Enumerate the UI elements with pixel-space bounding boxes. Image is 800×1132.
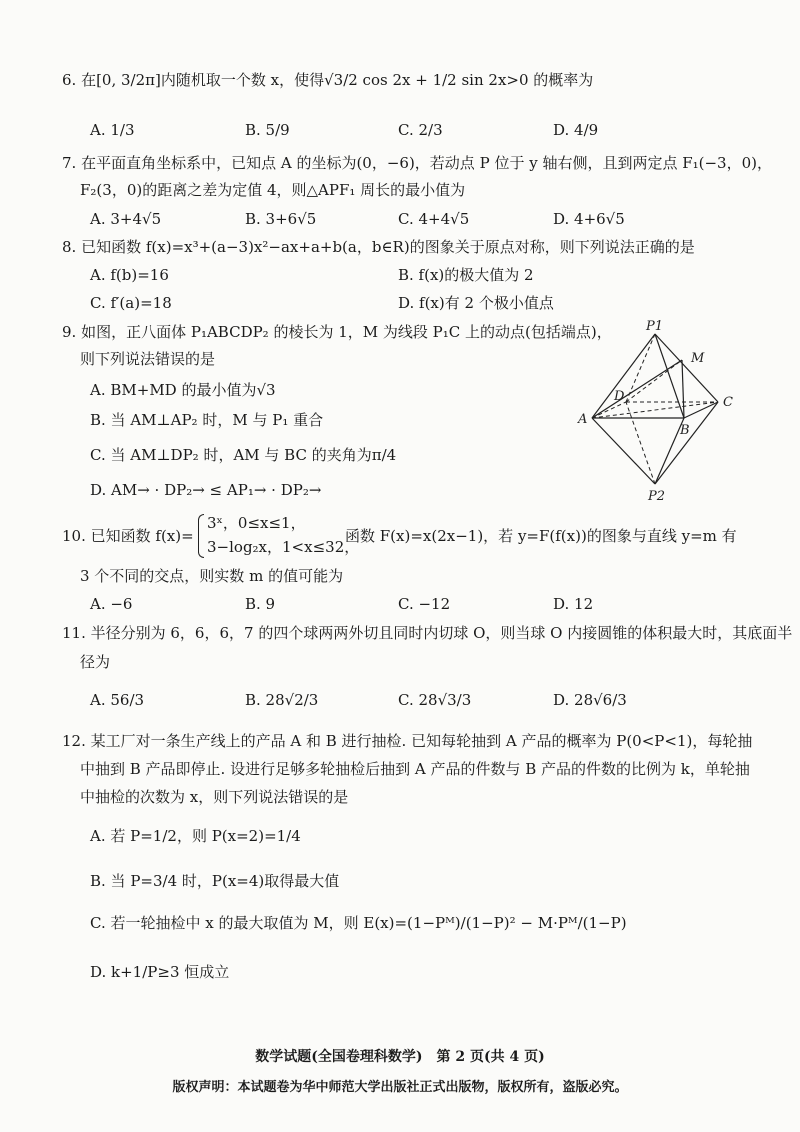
- q9-stem-line2: 则下列说法错误的是: [80, 350, 216, 368]
- q8-option-b: B. f(x)的极大值为 2: [398, 266, 534, 284]
- q10-option-b: B. 9: [245, 595, 276, 613]
- q9-stem-line1: 9. 如图，正八面体 P₁ABCDP₂ 的棱长为 1，M 为线段 P₁C 上的动点(包括端点)，: [62, 323, 612, 341]
- q12-option-d: D. k+1/P≥3 恒成立: [90, 963, 230, 981]
- label-d: D: [614, 389, 625, 404]
- q7-option-c: C. 4+4√5: [398, 210, 470, 228]
- q6-option-a: A. 1/3: [90, 121, 135, 139]
- q6-option-c: C. 2/3: [398, 121, 443, 139]
- edge-p1-a: [592, 334, 655, 418]
- edge-p1-c: [655, 334, 718, 402]
- edge-b-c: [684, 402, 718, 418]
- q10-case-1: 3ˣ，0≤x≤1，: [207, 514, 306, 532]
- hidden-diagonal-a-c: [592, 402, 718, 418]
- q10-stem-start: 10. 已知函数 f(x)=: [62, 527, 194, 545]
- hidden-edge-p2-d: [626, 402, 655, 484]
- q12-stem-line3: 中抽检的次数为 x，则下列说法错误的是: [80, 788, 349, 806]
- page-footer-title: 数学试题(全国卷理科数学) 第 2 页(共 4 页): [255, 1049, 545, 1065]
- q11-stem-line2: 径为: [80, 653, 111, 671]
- q9-option-c: C. 当 AM⊥DP₂ 时，AM 与 BC 的夹角为π/4: [90, 446, 397, 464]
- edge-p1-b: [655, 334, 684, 418]
- q10-case-2: 3−log₂x，1<x≤32，: [207, 538, 360, 556]
- q6-stem: 6. 在[0, 3/2π]内随机取一个数 x，使得√3/2 cos 2x + 1/2 sin 2x>0 的概率为: [62, 71, 594, 89]
- q10-stem-continued: 函数 F(x)=x(2x−1)，若 y=F(f(x))的图象与直线 y=m 有: [345, 527, 737, 545]
- q11-option-c: C. 28√3/3: [398, 691, 472, 709]
- octahedron-figure: [560, 320, 750, 505]
- q11-stem-line1: 11. 半径分别为 6，6，6，7 的四个球两两外切且同时内切球 O，则当球 O 内接圆锥的体积最大时，其底面半: [62, 624, 793, 642]
- q8-stem: 8. 已知函数 f(x)=x³+(a−3)x²−ax+a+b(a，b∈R)的图象关于原点对称，则下列说法正确的是: [62, 238, 695, 256]
- hidden-edge-p1-d: [626, 334, 655, 402]
- q7-stem-line1: 7. 在平面直角坐标系中，已知点 A 的坐标为(0，−6)，若动点 P 位于 y 轴右侧，且到两定点 F₁(−3，0)，: [62, 154, 772, 172]
- edge-p2-c: [655, 402, 718, 484]
- q11-option-a: A. 56/3: [90, 691, 145, 709]
- q9-option-d: D. AM→ · DP₂→ ≤ AP₁→ · DP₂→: [90, 481, 322, 499]
- label-m: M: [691, 351, 705, 366]
- q12-stem-line1: 12. 某工厂对一条生产线上的产品 A 和 B 进行抽检. 已知每轮抽到 A 产品的概率为 P(0<P<1)，每轮抽: [62, 732, 753, 750]
- hidden-segment-d-m: [626, 360, 682, 402]
- q11-option-d: D. 28√6/3: [553, 691, 627, 709]
- label-c: C: [723, 395, 733, 410]
- q10-stem-line2: 3 个不同的交点，则实数 m 的值可能为: [80, 567, 344, 585]
- q12-option-b: B. 当 P=3/4 时，P(x=4)取得最大值: [90, 872, 340, 890]
- q10-option-d: D. 12: [553, 595, 594, 613]
- q11-option-b: B. 28√2/3: [245, 691, 319, 709]
- edge-p2-a: [592, 418, 655, 484]
- q10-piecewise-brace: [198, 514, 204, 558]
- q8-option-c: C. f′(a)=18: [90, 294, 172, 312]
- q8-option-a: A. f(b)=16: [90, 266, 169, 284]
- copyright-notice: 版权声明：本试题卷为华中师范大学出版社正式出版物，版权所有，盗版必究。: [172, 1080, 628, 1095]
- q10-option-c: C. −12: [398, 595, 451, 613]
- label-p1: P1: [646, 320, 664, 334]
- segment-a-m: [592, 360, 682, 418]
- q7-option-b: B. 3+6√5: [245, 210, 317, 228]
- q9-option-a: A. BM+MD 的最小值为√3: [90, 381, 276, 399]
- q6-option-d: D. 4/9: [553, 121, 599, 139]
- segment-b-m: [682, 360, 684, 418]
- q6-option-b: B. 5/9: [245, 121, 290, 139]
- q7-stem-line2: F₂(3，0)的距离之差为定值 4，则△APF₁ 周长的最小值为: [80, 181, 466, 199]
- q10-option-a: A. −6: [90, 595, 133, 613]
- label-b: B: [680, 423, 690, 438]
- label-a: A: [578, 412, 588, 427]
- q12-stem-line2: 中抽到 B 产品即停止. 设进行足够多轮抽检后抽到 A 产品的件数与 B 产品的件数的比例为 k，单轮抽: [80, 760, 750, 778]
- q8-option-d: D. f(x)有 2 个极小值点: [398, 294, 554, 312]
- q7-option-a: A. 3+4√5: [90, 210, 162, 228]
- q12-option-a: A. 若 P=1/2，则 P(x=2)=1/4: [90, 827, 301, 845]
- label-p2: P2: [648, 489, 666, 504]
- q9-option-b: B. 当 AM⊥AP₂ 时，M 与 P₁ 重合: [90, 411, 324, 429]
- q12-option-c: C. 若一轮抽检中 x 的最大取值为 M，则 E(x)=(1−Pᴹ)/(1−P)² − M·Pᴹ/(1−P): [90, 914, 627, 932]
- q7-option-d: D. 4+6√5: [553, 210, 625, 228]
